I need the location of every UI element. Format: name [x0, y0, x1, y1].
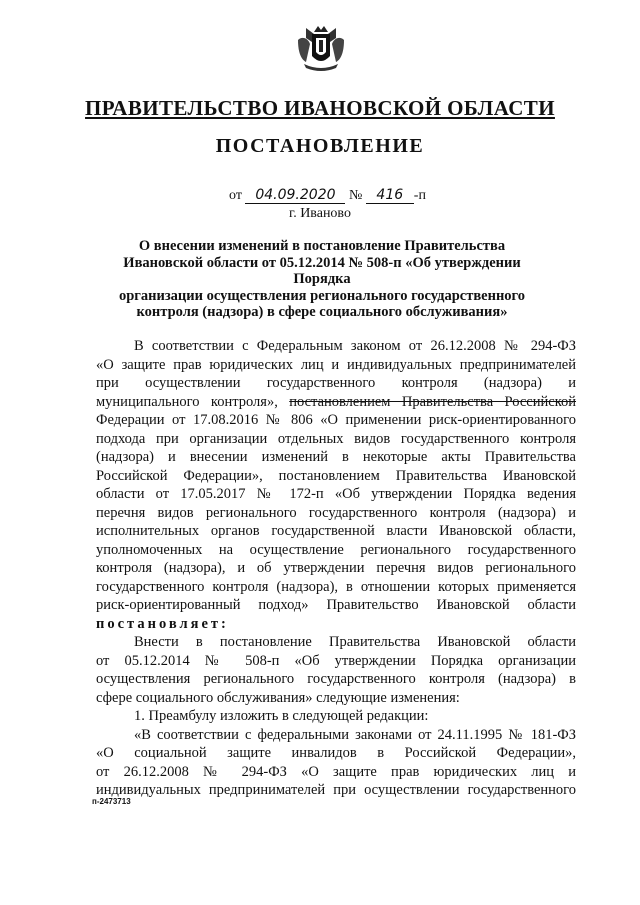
body-line: области от 17.05.2017 № 172-п «Об утверждении Порядка ведения	[96, 486, 576, 502]
document-number: 416	[366, 188, 414, 204]
body-line: осуществления регионального государственного контроля (надзора) в	[96, 671, 576, 687]
body-line: контроля (надзора), и об утверждении перечня видов регионального	[96, 560, 576, 576]
subject-line: контроля (надзора) в сфере социального обслуживания»	[136, 304, 508, 320]
body-line: риск-ориентированный подход» Правительство Ивановской области	[96, 597, 576, 613]
subject-line: организации осуществления регионального государственного	[118, 287, 526, 304]
subject-line: О внесении изменений в постановление Правительства	[138, 238, 506, 254]
body-line: исполнительных органов государственной власти Ивановской области,	[96, 523, 576, 539]
document-number-line	[229, 188, 426, 204]
body-line: государственного контроля (надзора), в отношении которых применяется	[96, 578, 576, 595]
body-line: «О защите прав юридических лиц и индивидуальных предпринимателей	[96, 356, 576, 373]
struck-text: постановлением Правительства Российской	[289, 393, 577, 410]
body-line: Внести в постановление Правительства Ивановской области	[134, 634, 576, 650]
decree-word: постановляет:	[96, 615, 229, 632]
ivanovo-coat-of-arms-icon	[292, 22, 350, 74]
document-subject	[96, 238, 548, 321]
government-title: ПРАВИТЕЛЬСТВО ИВАНОВСКОЙ ОБЛАСТИ	[85, 96, 555, 120]
body-line: от 05.12.2014 № 508-п «Об утверждении Порядка организации	[96, 652, 576, 669]
number-label: №	[348, 188, 363, 203]
body-line: Федерации от 17.08.2016 № 806 «О применении риск-ориентированного	[96, 412, 576, 428]
body-line: от 26.12.2008 № 294-ФЗ «О защите прав юридических лиц и	[96, 763, 576, 780]
body-line: (надзора) и внесении изменений в некоторые акты Правительства	[96, 449, 576, 465]
document-date: 04.09.2020	[245, 188, 345, 204]
document-type: ПОСТАНОВЛЕНИЕ	[215, 135, 425, 157]
document-body	[96, 337, 576, 800]
item-1-heading: 1. Преамбулу изложить в следующей редакции:	[134, 708, 429, 724]
body-line: В соответствии с Федеральным законом от 26.12.2008 № 294-ФЗ	[134, 338, 576, 354]
body-line: муниципального контроля», постановлением Правительства Российской	[96, 393, 577, 410]
body-line: сфере социального обслуживания» следующие изменения:	[96, 689, 460, 706]
body-line: подхода при организации отдельных видов государственного контроля	[96, 430, 576, 447]
number-suffix: -п	[413, 188, 426, 203]
body-line: при осуществлении государственного контроля (надзора) и	[96, 375, 576, 391]
document-code: п-2473713	[92, 797, 131, 806]
subject-line: Ивановской области от 05.12.2014 № 508-п «Об утверждении Порядка	[123, 254, 521, 287]
body-line: уполномоченных на осуществление регионального государственного	[96, 541, 576, 558]
city: г. Иваново	[289, 206, 351, 221]
body-line: перечня видов регионального государственного контроля (надзора) и	[96, 504, 576, 521]
date-prefix: от	[229, 188, 242, 203]
body-line: индивидуальных предпринимателей при осуществлении государственного	[96, 782, 576, 798]
body-line: «В соответствии с федеральными законами от 24.11.1995 № 181-ФЗ	[134, 726, 576, 743]
body-line: Российской Федерации», постановлением Правительства Ивановской	[96, 467, 576, 484]
body-line: «О социальной защите инвалидов в Российской Федерации»,	[96, 745, 576, 761]
